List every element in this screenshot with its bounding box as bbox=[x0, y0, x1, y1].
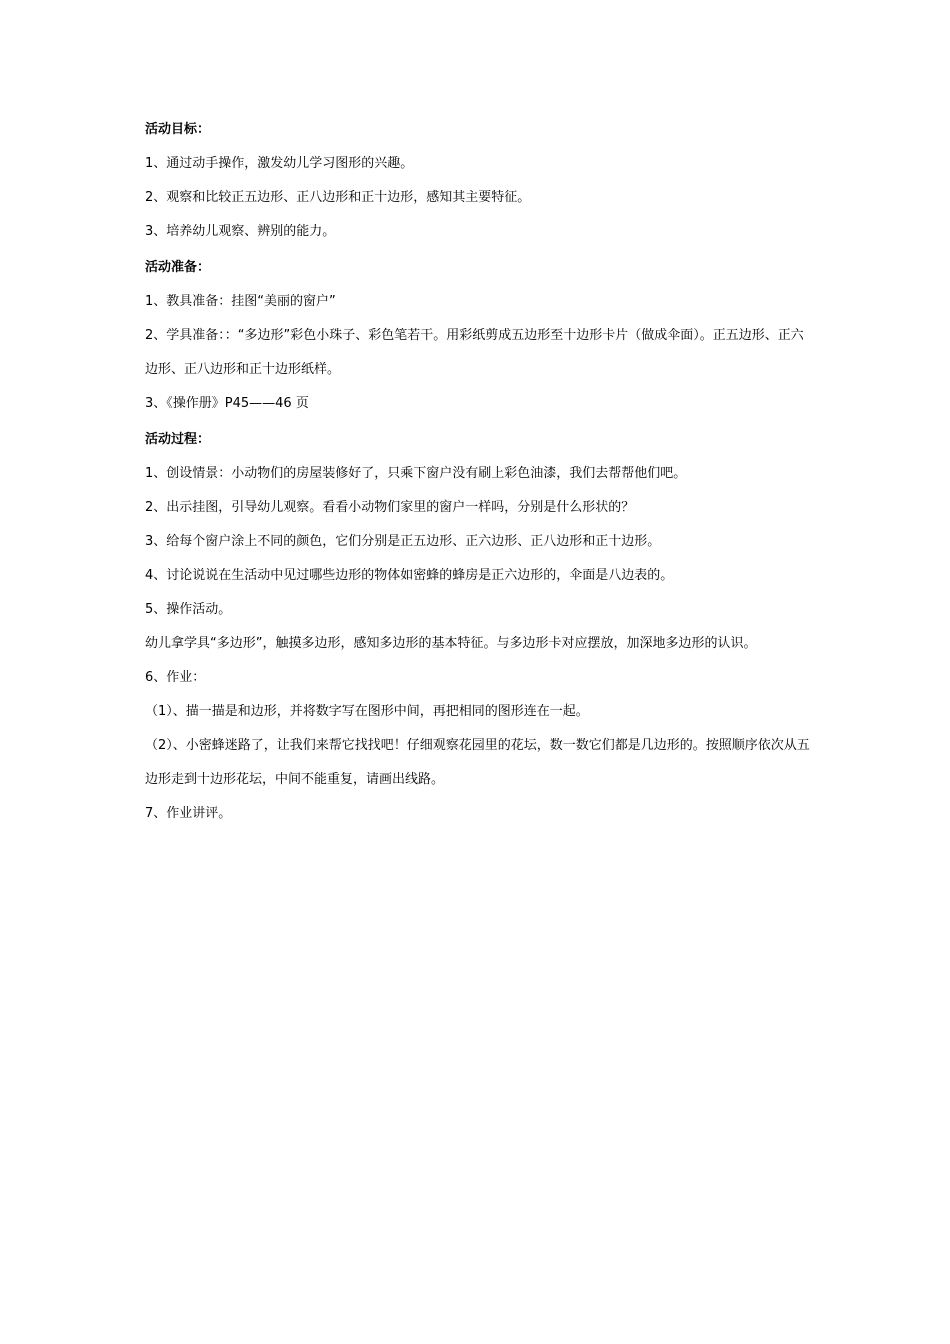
goal-item-2: 2、观察和比较正五边形、正八边形和正十边形，感知其主要特征。 bbox=[145, 190, 531, 205]
process-item-2: 2、出示挂图，引导幼儿观察。看看小动物们家里的窗户一样吗，分别是什么形状的？ bbox=[145, 500, 635, 515]
section-heading-process: 活动过程： bbox=[145, 432, 211, 447]
section-prep bbox=[145, 258, 810, 414]
process-item-5-detail: 幼儿拿学具“多边形”，触摸多边形，感知多边形的基本特征。与多边形卡对应摆放，加深地多边形的认识。 bbox=[145, 636, 757, 651]
process-item-6: 6、作业： bbox=[145, 670, 206, 685]
process-item-4: 4、讨论说说在生活动中见过哪些边形的物体如密蜂的蜂房是正六边形的，伞面是八边表的。 bbox=[145, 568, 674, 583]
goal-item-1: 1、通过动手操作，激发幼儿学习图形的兴趣。 bbox=[145, 156, 414, 171]
section-heading-prep: 活动准备： bbox=[145, 260, 211, 275]
process-item-1: 1、创设情景：小动物们的房屋装修好了，只乘下窗户没有刷上彩色油漆，我们去帮帮他们吧。 bbox=[145, 466, 687, 481]
process-item-7: 7、作业讲评。 bbox=[145, 806, 232, 821]
goal-item-3: 3、培养幼儿观察、辨别的能力。 bbox=[145, 224, 336, 239]
section-process bbox=[145, 430, 810, 824]
prep-item-1: 1、教具准备：挂图“美丽的窗户” bbox=[145, 294, 336, 309]
process-item-5: 5、操作活动。 bbox=[145, 602, 232, 617]
section-heading-goals: 活动目标： bbox=[145, 122, 211, 137]
document-page bbox=[145, 120, 810, 840]
prep-item-2: 2、学具准备：：“多边形”彩色小珠子、彩色笔若干。用彩纸剪成五边形至十边形卡片（做成伞面）。正五边形、正六边形、正八边形和正十边形纸样。 bbox=[145, 328, 804, 377]
homework-item-1: （1）、描一描是和边形，并将数字写在图形中间，再把相同的图形连在一起。 bbox=[145, 704, 589, 719]
prep-item-3: 3、《操作册》P45——46 页 bbox=[145, 396, 309, 411]
homework-item-2: （2）、小密蜂迷路了，让我们来帮它找找吧！仔细观察花园里的花坛，数一数它们都是几边形的。按照顺序依次从五边形走到十边形花坛，中间不能重复，请画出线路。 bbox=[145, 738, 810, 787]
process-item-3: 3、给每个窗户涂上不同的颜色，它们分别是正五边形、正六边形、正八边形和正十边形。 bbox=[145, 534, 661, 549]
section-goals bbox=[145, 120, 810, 242]
